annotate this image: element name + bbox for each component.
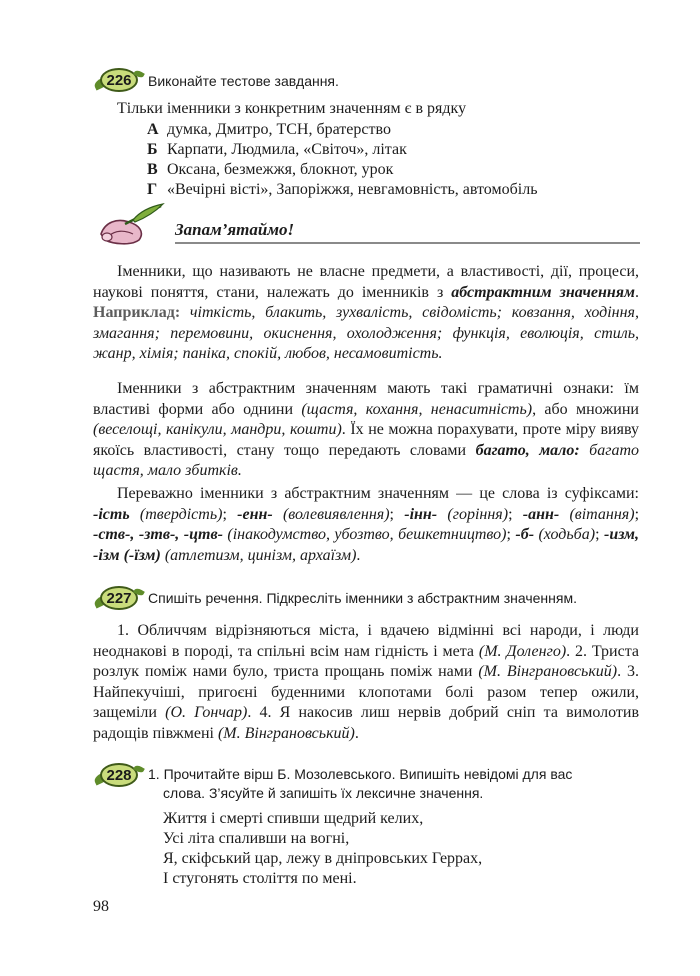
exercise-number-badge-227: 227: [94, 583, 146, 615]
scroll-quill-icon: [95, 202, 167, 246]
poem-line: І стугонять століття по мені.: [163, 870, 357, 887]
poem-line: Я, скіфський цар, лежу в дніпровських Геррах,: [163, 850, 483, 867]
task-226-instruction: Виконайте тестове завдання.: [148, 73, 339, 89]
memo-divider: [175, 242, 640, 244]
page-number: 98: [93, 898, 109, 915]
memo-title: Запам’ятаймо!: [175, 220, 295, 239]
poem-line: Життя і смерті спивши щедрий келих,: [163, 810, 424, 827]
task-227-instruction: Спишіть речення. Підкресліть іменники з абстрактним значенням.: [148, 590, 577, 606]
task-228-instruction-line-1: 1. Прочитайте вірш Б. Мозолевського. Випишіть невідомі для вас: [148, 766, 573, 782]
task-226-option-b: Б Карпати, Людмила, «Світоч», літак: [147, 141, 407, 158]
task-228-instruction-line-2: слова. З’ясуйте й запишіть їх лексичне значення.: [163, 785, 484, 801]
exercise-227-text: 1. Обличчям відрізняються міста, і вдачею відмінні всі народи, і люди неоднакові в породі, та спільні всім нам гідність і мета (М. Доленго). 2. Триста розлук поміж нами було, триста прощань поміж нами (М. Вінграновський). 3. Найпекучіші, пригоєні буденними клопотами болі разом тепер ожили, защеміли (О. Гончар). 4. Я накосив лиш нервів добрий сніп та вимолотив радощів півжмені (М. Вінграновський).: [93, 622, 640, 742]
task-226-option-h: Г «Вечірні вісті», Запоріжжя, невгамовність, автомобіль: [147, 181, 538, 198]
task-226-question: Тільки іменники з конкретним значенням є в рядку: [117, 100, 467, 117]
exercise-number-badge-226: 226: [94, 65, 146, 97]
memo-paragraph-1: Іменники, що називають не власне предмети, а властивості, дії, процеси, наукові поняття, стани, належать до іменників з абстрактним значенням. Наприклад: чіткість, блакить, зухвалість, свідомість; ковзання, ходіння, змагання; перемовини, окиснення, охолодження; функція, еволюція, стиль, жанр, хімія; паніка, спокій, любов, несамовитість.: [93, 263, 639, 363]
task-226-option-a: А думка, Дмитро, ТСН, братерство: [147, 121, 391, 138]
exercise-number-badge-228: 228: [94, 760, 146, 792]
memo-paragraph-2: Іменники з абстрактним значенням мають такі граматичні ознаки: їм властиві форми або однини (щастя, кохання, ненаситність), або множини (веселощі, канікули, мандри, кошти). Їх не можна порахувати, проте міру вияву якоїсь властивості, стану тощо передають словами багато, мало: багато щастя, мало збитків.: [93, 380, 640, 480]
poem-line: Усі літа спаливши на вогні,: [163, 830, 350, 847]
memo-paragraph-3: Переважно іменники з абстрактним значенням — це слова із суфіксами: -ість (твердість); -енн- (волевиявлення); -інн- (горіння); -анн- (вітання); -ств-, -зтв-, -цтв- (інакодумство, убозтво, бешкетництво); -б- (ходьба); -изм, -ізм (-їзм) (атлетизм, цинізм, архаїзм).: [93, 485, 640, 564]
task-226-option-v: В Оксана, безмежжя, блокнот, урок: [147, 161, 394, 178]
